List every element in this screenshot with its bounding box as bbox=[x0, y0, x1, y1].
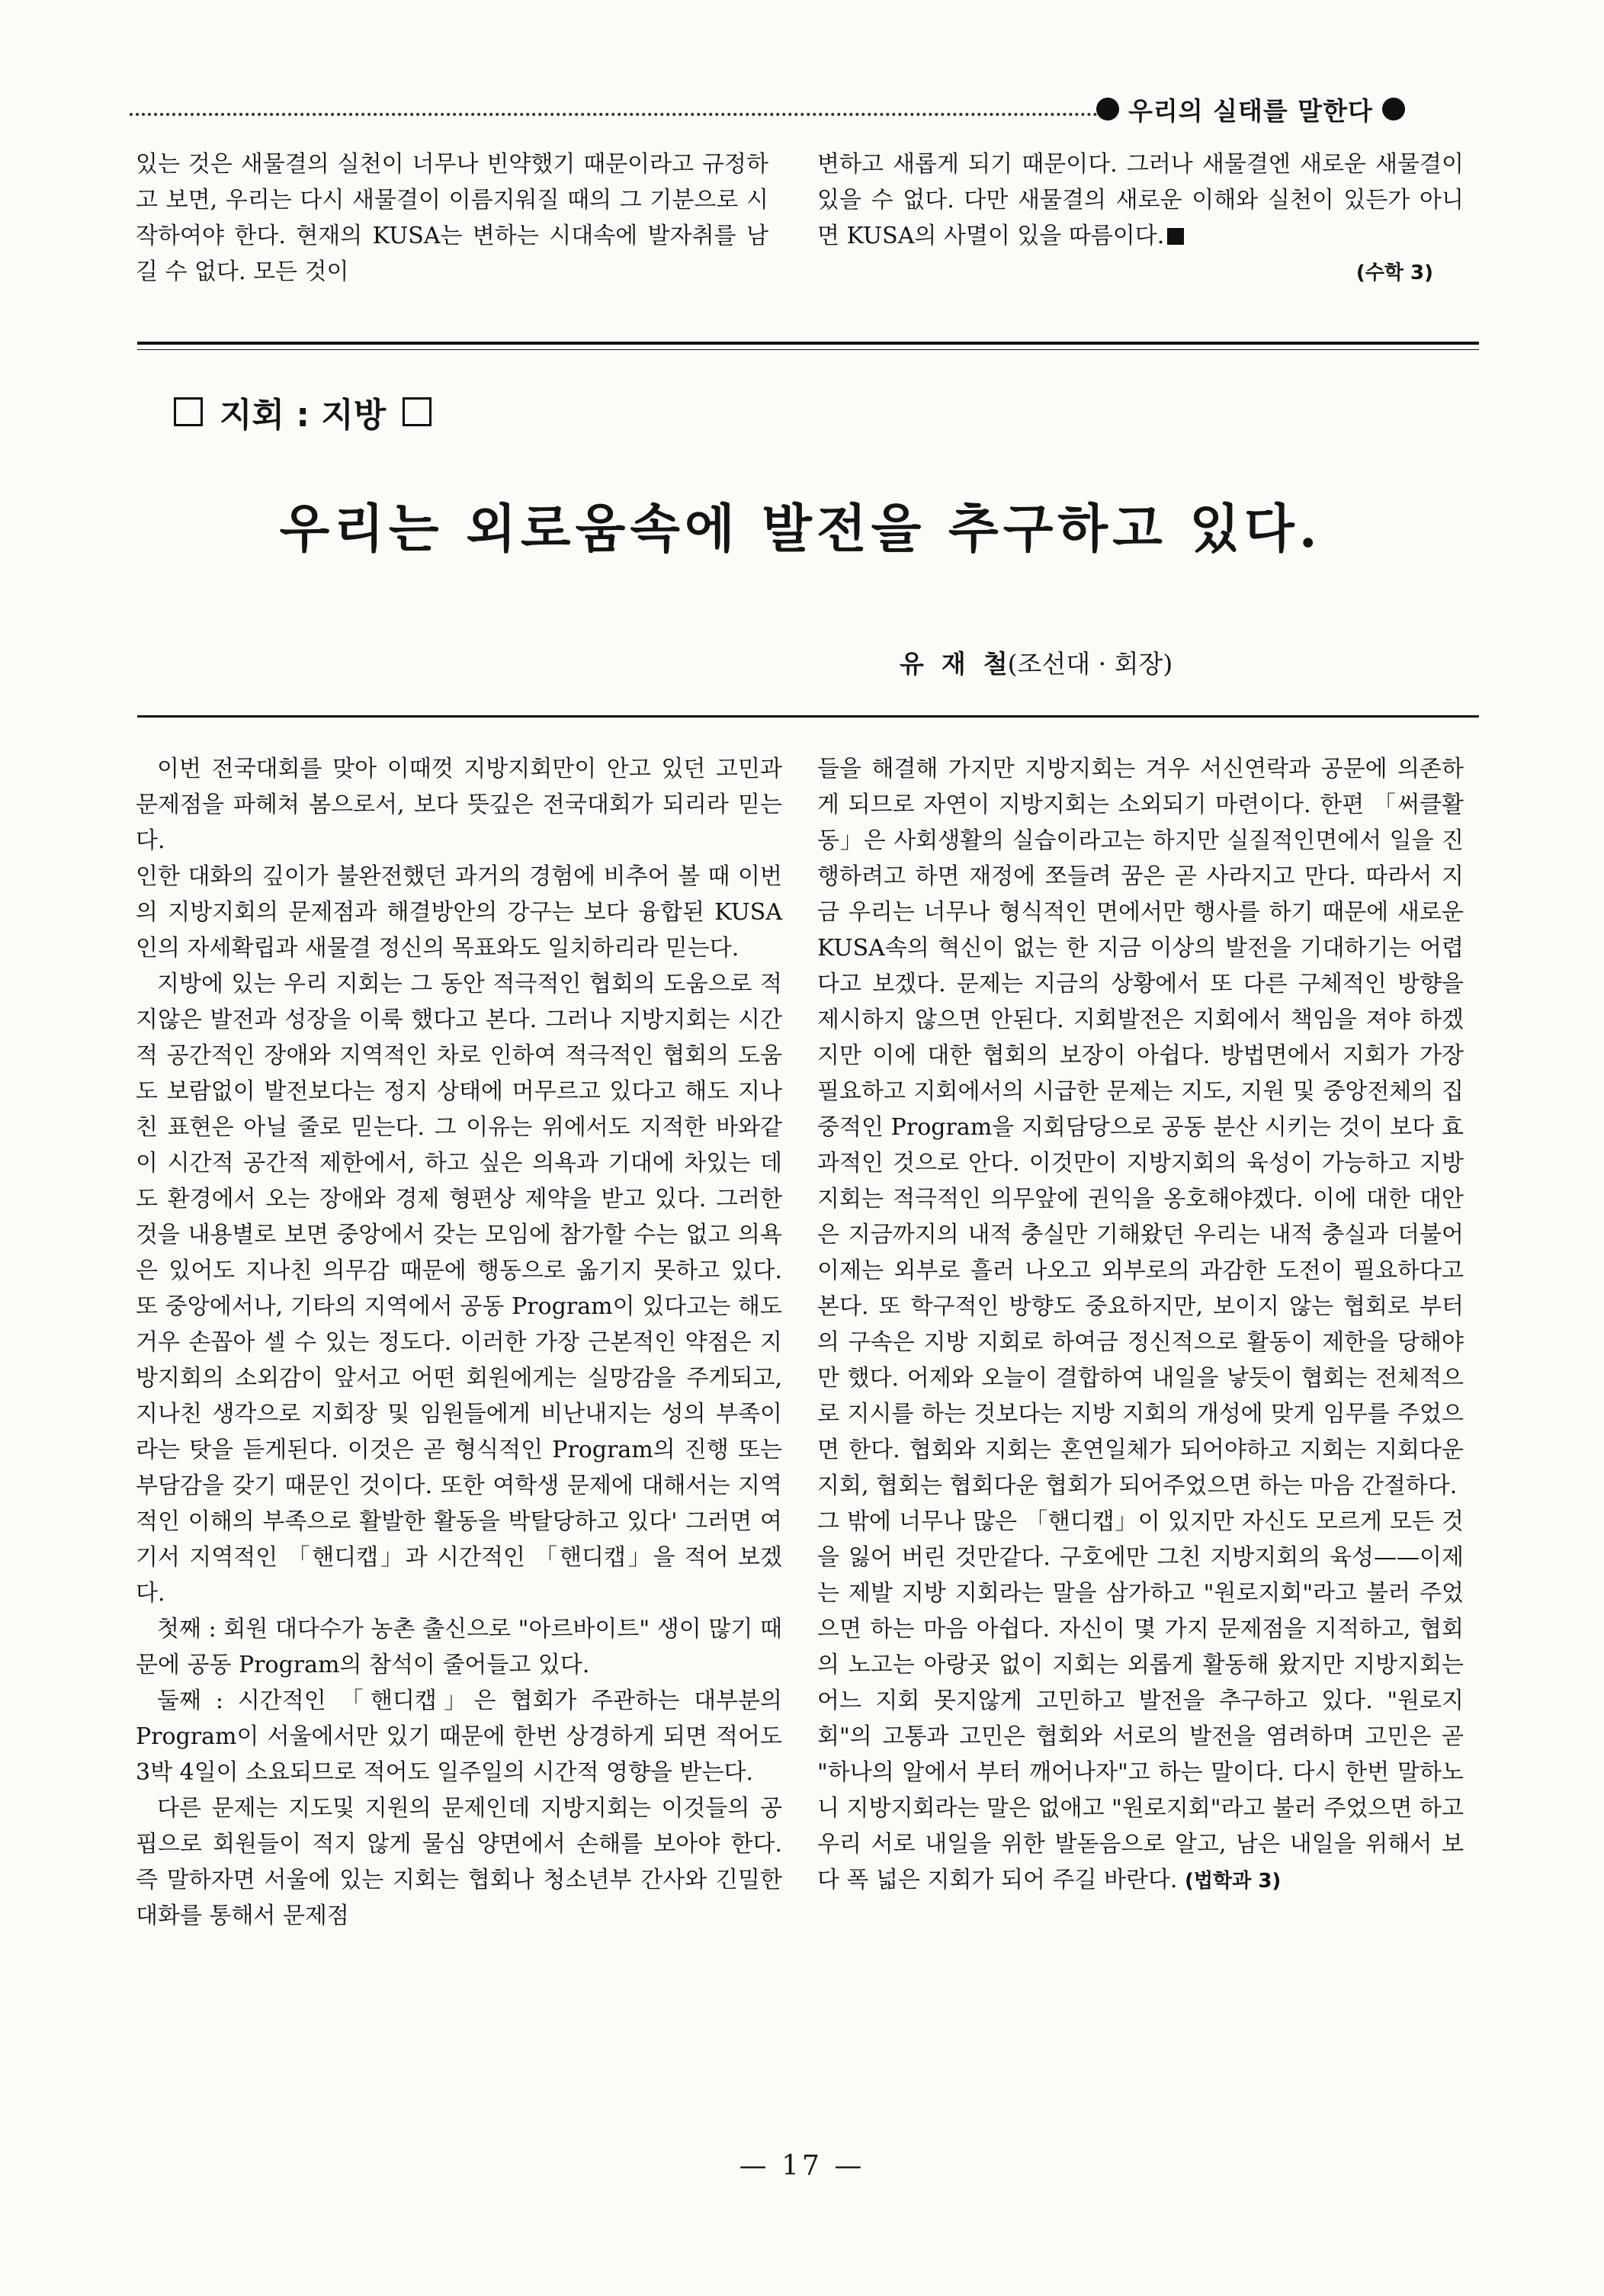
article-paragraph: 들을 해결해 가지만 지방지회는 겨우 서신연락과 공문에 의존하게 되므로 자연이 지방지회는 소외되기 마련이다. 한편 「써클활동」은 사회생활의 실습이라고는 하지만 실질적인면에서 일을 진행하려고 하면 재정에 쪼들려 꿈은 곧 사라지고 만다. 따라서 지금 우리는 너무나 형식적인 면에서만 행사를 하기 때문에 새로운 KUSA속의 혁신이 없는 한 지금 이상의 발전을 기대하기는 어렵다고 보겠다. 문제는 지금의 상황에서 또 다른 구체적인 방향을 제시하지 않으면 안된다. 지회발전은 지회에서 책임을 져야 하겠지만 이에 대한 협회의 보장이 아쉽다. 방법면에서 지회가 가장 필요하고 지회에서의 시급한 문제는 지도, 지원 및 중앙전체의 집중적인 Program을 지회담당으로 공동 분산 시키는 것이 보다 효과적인 것으로 안다. 이것만이 지방지회의 육성이 가능하고 지방지회는 적극적인 의무앞에 권익을 옹호해야겠다. 이에 대한 대안은 지금까지의 내적 충실만 기해왔던 우리는 내적 충실과 더불어 이제는 외부로 흘러 나오고 외부로의 과감한 도전이 필요하다고 본다. 또 학구적인 방향도 중요하지만, 보이지 않는 협회로 부터의 구속은 지방 지회로 하여금 정신적으로 활동이 제한을 당해야만 했다. 어제와 오늘이 결합하여 내일을 낳듯이 협회는 전체적으로 지시를 하는 것보다는 지방 지회의 개성에 맞게 임무를 주었으면 한다. 협회와 지회는 혼연일체가 되어야하고 지회는 지회다운 지회, 협회는 협회다운 협회가 되어주었으면 하는 마음 간절하다. bbox=[817, 756, 1464, 1499]
continued-left-text: 있는 것은 새물결의 실천이 너무나 빈약했기 때문이라고 규정하고 보면, 우리는 다시 새물결이 이름지워질 때의 그 기분으로 시작하여야 한다. 현재의 KUSA는 변하는 시대속에 발자취를 남길 수 없다. 모든 것이 bbox=[136, 151, 768, 285]
continued-right-text: 변하고 새롭게 되기 때문이다. 그러나 새물결엔 새로운 새물결이 있을 수 없다. 다만 새물결의 새로운 이해와 실천이 있든가 아니면 KUSA의 사멸이 있을 따름이다. bbox=[817, 151, 1464, 249]
article-paragraph: 이번 전국대회를 맞아 이때껏 지방지회만이 안고 있던 고민과 문제점을 파헤쳐 봄으로서, 보다 뜻깊은 전국대회가 되리라 믿는다. bbox=[136, 756, 782, 854]
author-affiliation: (조선대 · 회장) bbox=[1007, 649, 1173, 679]
checkbox-square-icon bbox=[174, 397, 203, 426]
page-number: — 17 — bbox=[739, 2150, 865, 2182]
section-divider-thick bbox=[137, 342, 1479, 345]
checkbox-square-icon bbox=[403, 397, 431, 426]
running-header bbox=[130, 90, 1479, 128]
article-title: 우리는 외로움속에 발전을 추구하고 있다. bbox=[279, 499, 1322, 560]
article-paragraph bbox=[817, 1504, 1464, 1899]
bullet-dot-icon bbox=[1096, 98, 1119, 120]
article-paragraph: 인한 대화의 깊이가 불완전했던 과거의 경험에 비추어 볼 때 이번의 지방지회의 문제점과 해결방안의 강구는 보다 융합된 KUSA인의 자세확립과 새물결 정신의 목표와도 일치하리라 믿는다. bbox=[136, 863, 782, 962]
article-paragraph: 지방에 있는 우리 지회는 그 동안 적극적인 협회의 도움으로 적지않은 발전과 성장을 이룩 했다고 본다. 그러나 지방지회는 시간적 공간적인 장애와 지역적인 차로 인하여 적극적인 협회의 도움도 보람없이 발전보다는 정지 상태에 머무르고 있다고 해도 지나친 표현은 아닐 줄로 믿는다. 그 이유는 위에서도 지적한 바와같이 시간적 공간적 제한에서, 하고 싶은 의욕과 기대에 차있는 데도 환경에서 오는 장애와 경제 형편상 제약을 받고 있다. 그러한 것을 내용별로 보면 중앙에서 갖는 모임에 참가할 수는 없고 의욕은 있어도 지나친 의무감 때문에 행동으로 옮기지 못하고 있다. 또 중앙에서나, 기타의 지역에서 공동 Program이 있다고는 해도 거우 손꼽아 셀 수 있는 정도다. 이러한 가장 근본적인 약점은 지방지회의 소외감이 앞서고 어떤 회원에게는 실망감을 주게되고, 지나친 생각으로 지회장 및 임원들에게 비난내지는 성의 부족이라는 탓을 듣게된다. 이것은 곧 형식적인 Program의 진행 또는 부담감을 갖기 때문인 것이다. 또한 여학생 문제에 대해서는 지역적인 이해의 부족으로 활발한 활동을 박탈당하고 있다' 그러면 여기서 지역적인 「핸디캡」과 시간적인 「핸디캡」을 적어 보겠다. bbox=[136, 971, 782, 1607]
continued-right-paragraph bbox=[817, 146, 1464, 254]
author-line bbox=[900, 644, 1173, 680]
article-signature: (법학과 3) bbox=[1185, 1870, 1282, 1893]
header-dotted-rule bbox=[130, 113, 1098, 116]
article-paragraph-text: 그 밖에 너무나 많은 「핸디캡」이 있지만 자신도 모르게 모든 것을 잃어 버린 것만같다. 구호에만 그친 지방지회의 육성——이제는 제발 지방 지회라는 말을 삼가하고 "원로지회"라고 불러 주었으면 하는 마음 아쉽다. 자신이 몇 가지 문제점을 지적하고, 협회의 노고는 아랑곳 없이 지회는 외롭게 활동해 왔지만 지방지회는 어느 지회 못지않게 고민하고 발전을 추구하고 있다. "원로지회"의 고통과 고민은 협회와 서로의 발전을 염려하며 고민은 곧 "하나의 알에서 부터 깨어나자"고 하는 말이다. 다시 한번 말하노니 지방지회라는 말은 없애고 "원로지회"라고 불러 주었으면 하고 우리 서로 내일을 위한 발돋음으로 알고, 남은 내일을 위해서 보다 폭 넓은 지회가 되어 주길 바란다. bbox=[817, 1508, 1464, 1893]
title-divider bbox=[137, 715, 1479, 718]
article-right-column bbox=[817, 751, 1464, 1899]
continued-right-column bbox=[817, 146, 1464, 291]
continued-left-column bbox=[136, 146, 768, 290]
end-mark-icon bbox=[1167, 228, 1184, 245]
article-left-column bbox=[136, 751, 782, 1934]
author-name: 유 재 철 bbox=[900, 649, 1008, 679]
section-divider-thin bbox=[137, 349, 1479, 350]
article-paragraph: 첫째 : 회원 대다수가 농촌 출신으로 "아르바이트" 생이 많기 때문에 공동 Program의 참석이 줄어들고 있다. bbox=[136, 1616, 782, 1678]
continued-signature: (수학 3) bbox=[1355, 262, 1433, 284]
article-paragraph: 둘째 : 시간적인 「핸디캡」은 협회가 주관하는 대부분의 Program이 서울에서만 있기 때문에 한번 상경하게 되면 적어도 3박 4일이 소요되므로 적어도 일주일의 시간적 영향을 받는다. bbox=[136, 1687, 782, 1786]
article-paragraph: 다른 문제는 지도및 지원의 문제인데 지방지회는 이것들의 공핍으로 회원들이 적지 않게 물심 양면에서 손해를 보아야 한다. 즉 말하자면 서울에 있는 지회는 협회나 청소년부 간사와 긴밀한 대화를 통해서 문제점 bbox=[136, 1795, 782, 1929]
continued-signature-line bbox=[817, 254, 1464, 291]
series-label: 우리의 실태를 말한다 bbox=[1128, 95, 1373, 126]
section-tag bbox=[174, 389, 431, 435]
header-series bbox=[1096, 90, 1405, 128]
section-label: 지회 : 지방 bbox=[220, 396, 387, 435]
bullet-dot-icon bbox=[1382, 98, 1405, 120]
